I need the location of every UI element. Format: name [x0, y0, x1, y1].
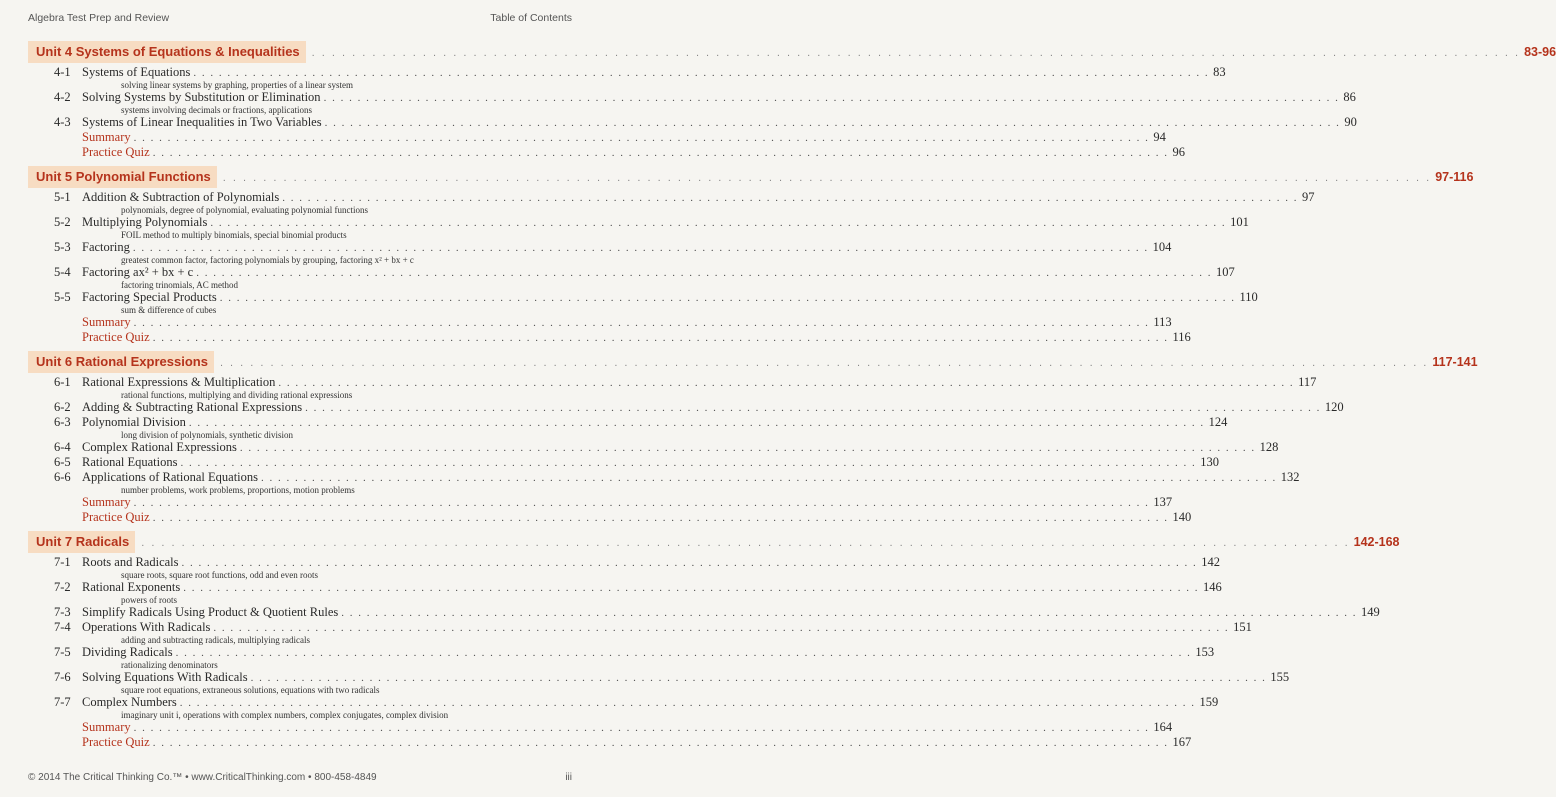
- unit-page-range: 97-116: [1435, 170, 1474, 184]
- lesson-number: 5-4: [54, 265, 71, 279]
- entry-line: [28, 670, 1290, 685]
- entry-line: [28, 510, 1192, 525]
- lesson-number: 5-2: [54, 215, 71, 229]
- lesson-description: systems involving decimals or fractions, applications: [121, 105, 312, 115]
- toc-lesson-entry[interactable]: [28, 190, 1315, 215]
- dot-leader: . . . . . . . . . . . . . . . . . . . . . . . . . . . . . . . . . . . . . . . . . . . . . . . . . . . . . . . . . . . . . . . . . . . . . . . . . . . . . . . . . . . . . . . . . . . . . . . . . . . . . . . . . . . . . . . . . . . . . . . .: [210, 217, 1227, 229]
- lesson-title: Summary: [82, 720, 131, 734]
- toc-lesson-entry[interactable]: [28, 605, 1380, 620]
- lesson-title: Rational Expressions & Multiplication: [82, 375, 276, 389]
- toc-extra-entry[interactable]: [28, 735, 1192, 750]
- lesson-title: Summary: [82, 495, 131, 509]
- entry-line: [28, 215, 1249, 230]
- lesson-page: 124: [1208, 415, 1228, 429]
- unit-title: Unit 4 Systems of Equations & Inequalities: [28, 41, 306, 63]
- lesson-title: Systems of Equations: [82, 65, 191, 79]
- toc-extra-entry[interactable]: [28, 130, 1166, 145]
- lesson-page: 146: [1203, 580, 1222, 594]
- lesson-title: Factoring Special Products: [82, 290, 217, 304]
- dot-leader: . . . . . . . . . . . . . . . . . . . . . . . . . . . . . . . . . . . . . . . . . . . . . . . . . . . . . . . . . . . . . . . . . . . . . . . . . . . . . . . . . . . . . . . . . . . . . . . . . . . . . . . . . . . . . . . . . . . . . . . .: [239, 442, 1256, 454]
- dot-leader: . . . . . . . . . . . . . . . . . . . . . . . . . . . . . . . . . . . . . . . . . . . . . . . . . . . . . . . . . . . . . . . . . . . . . . . . . . . . . . . . . . . . . . . . . . . . . . . . . . . . . . . . . . . . . . . . . . . . . . . .: [152, 737, 1169, 749]
- lesson-number: 7-7: [54, 695, 71, 709]
- lesson-page: 94: [1153, 130, 1166, 144]
- entry-line: [28, 90, 1356, 105]
- dot-leader: . . . . . . . . . . . . . . . . . . . . . . . . . . . . . . . . . . . . . . . . . . . . . . . . . . . . . . . . . . . . . . . . . . . . . . . . . . . . . . . . . . . . . . . . . . . . . . . . . . . . . . . . . . . . . . . . . . . . . . . .: [183, 582, 1199, 594]
- lesson-title: Rational Exponents: [82, 580, 181, 594]
- lesson-title: Factoring: [82, 240, 130, 254]
- dot-leader: . . . . . . . . . . . . . . . . . . . . . . . . . . . . . . . . . . . . . . . . . . . . . . . . . . . . . . . . . . . . . . . . . . . . . . . . . . . . . . . . . . . . . . . . . . . . . . . . . . . . . . . . . . . . . . . . . . . . . . . .: [152, 512, 1169, 524]
- lesson-number: 7-2: [54, 580, 71, 594]
- lesson-page: 90: [1344, 115, 1357, 129]
- lesson-description: square roots, square root functions, odd and even roots: [121, 570, 318, 580]
- page-number: iii: [565, 772, 572, 783]
- lesson-title: Solving Equations With Radicals: [82, 670, 248, 684]
- lesson-title: Practice Quiz: [82, 510, 150, 524]
- unit-page-range: 142-168: [1353, 535, 1400, 549]
- entry-line: [28, 375, 1317, 390]
- lesson-description: imaginary unit i, operations with complex numbers, complex conjugates, complex division: [121, 710, 449, 720]
- dot-leader: . . . . . . . . . . . . . . . . . . . . . . . . . . . . . . . . . . . . . . . . . . . . . . . . . . . . . . . . . . . . . . . . . . . . . . . . . . . . . . . . . . . . . . . . . . . . . . . . . . . . . . . . . . . . . . . . . . . . . . . .: [219, 357, 1429, 369]
- unit-heading[interactable]: [28, 166, 1474, 188]
- dot-leader: . . . . . . . . . . . . . . . . . . . . . . . . . . . . . . . . . . . . . . . . . . . . . . . . . . . . . . . . . . . . . . . . . . . . . . . . . . . . . . . . . . . . . . . . . . . . . . . . . . . . . . . . . . . . . . . . . . . . . . . .: [175, 647, 1192, 659]
- dot-leader: . . . . . . . . . . . . . . . . . . . . . . . . . . . . . . . . . . . . . . . . . . . . . . . . . . . . . . . . . . . . . . . . . . . . . . . . . . . . . . . . . . . . . . . . . . . . . . . . . . . . . . . . . . . . . . . . . . . . . . . .: [133, 317, 1150, 329]
- lesson-title: Practice Quiz: [82, 330, 150, 344]
- toc-lesson-entry[interactable]: [28, 240, 1172, 265]
- lesson-number: 6-6: [54, 470, 71, 484]
- lesson-number: 6-2: [54, 400, 71, 414]
- lesson-page: 83: [1213, 65, 1226, 79]
- toc-extra-entry[interactable]: [28, 315, 1172, 330]
- entry-line: [28, 645, 1215, 660]
- lesson-description: factoring trinomials, AC method: [121, 280, 238, 290]
- lesson-number: 7-3: [54, 605, 71, 619]
- lesson-title: Solving Systems by Substitution or Elimination: [82, 90, 321, 104]
- lesson-title: Complex Rational Expressions: [82, 440, 237, 454]
- toc-lesson-entry[interactable]: [28, 455, 1219, 470]
- entry-line: [28, 495, 1173, 510]
- unit-title: Unit 7 Radicals: [28, 531, 135, 553]
- toc-lesson-entry[interactable]: [28, 440, 1279, 455]
- toc-lesson-entry[interactable]: [28, 215, 1249, 240]
- dot-leader: . . . . . . . . . . . . . . . . . . . . . . . . . . . . . . . . . . . . . . . . . . . . . . . . . . . . . . . . . . . . . . . . . . . . . . . . . . . . . . . . . . . . . . . . . . . . . . . . . . . . . . . . . . . . . . . . . . . . . . . .: [311, 47, 1521, 59]
- lesson-page: 101: [1230, 215, 1249, 229]
- dot-leader: . . . . . . . . . . . . . . . . . . . . . . . . . . . . . . . . . . . . . . . . . . . . . . . . . . . . . . . . . . . . . . . . . . . . . . . . . . . . . . . . . . . . . . . . . . . . . . . . . . . . . . . . . . . . . . . . . . . . . . . .: [324, 117, 1341, 129]
- lesson-number: 4-1: [54, 65, 71, 79]
- entry-line: [28, 330, 1191, 345]
- dot-leader: . . . . . . . . . . . . . . . . . . . . . . . . . . . . . . . . . . . . . . . . . . . . . . . . . . . . . . . . . . . . . . . . . . . . . . . . . . . . . . . . . . . . . . . . . . . . . . . . . . . . . . . . . . . . . . . . . . . . . . . .: [250, 672, 1267, 684]
- dot-leader: . . . . . . . . . . . . . . . . . . . . . . . . . . . . . . . . . . . . . . . . . . . . . . . . . . . . . . . . . . . . . . . . . . . . . . . . . . . . . . . . . . . . . . . . . . . . . . . . . . . . . . . . . . . . . . . . . . . . . . . .: [282, 192, 1298, 204]
- lesson-title: Simplify Radicals Using Product & Quotient Rules: [82, 605, 339, 619]
- toc-lesson-entry[interactable]: [28, 400, 1344, 415]
- lesson-number: 5-1: [54, 190, 71, 204]
- lesson-number: 7-5: [54, 645, 71, 659]
- lesson-description: polynomials, degree of polynomial, evaluating polynomial functions: [121, 205, 368, 215]
- unit-heading[interactable]: [28, 351, 1478, 373]
- lesson-description: powers of roots: [121, 595, 177, 605]
- lesson-page: 120: [1324, 400, 1344, 414]
- dot-leader: . . . . . . . . . . . . . . . . . . . . . . . . . . . . . . . . . . . . . . . . . . . . . . . . . . . . . . . . . . . . . . . . . . . . . . . . . . . . . . . . . . . . . . . . . . . . . . . . . . . . . . . . . . . . . . . . . . . . . . . .: [152, 332, 1169, 344]
- lesson-page: 137: [1153, 495, 1173, 509]
- lesson-number: 5-3: [54, 240, 71, 254]
- page-footer: [28, 772, 572, 783]
- entry-line: [28, 720, 1173, 735]
- lesson-number: 6-5: [54, 455, 71, 469]
- entry-line: [28, 240, 1172, 255]
- toc-lesson-entry[interactable]: [28, 415, 1228, 440]
- lesson-page: 130: [1200, 455, 1219, 469]
- lesson-page: 151: [1233, 620, 1252, 634]
- lesson-page: 167: [1172, 735, 1192, 749]
- table-of-contents: [28, 41, 1556, 750]
- entry-line: [28, 65, 1226, 80]
- toc-lesson-entry[interactable]: [28, 620, 1252, 645]
- entry-line: [28, 290, 1258, 305]
- lesson-title: Rational Equations: [82, 455, 178, 469]
- lesson-page: 86: [1343, 90, 1356, 104]
- unit-title: Unit 6 Rational Expressions: [28, 351, 214, 373]
- entry-line: [28, 605, 1380, 620]
- entry-line: [28, 115, 1357, 130]
- lesson-page: 142: [1201, 555, 1221, 569]
- entry-line: [28, 265, 1235, 280]
- entry-line: [28, 470, 1300, 485]
- dot-leader: . . . . . . . . . . . . . . . . . . . . . . . . . . . . . . . . . . . . . . . . . . . . . . . . . . . . . . . . . . . . . . . . . . . . . . . . . . . . . . . . . . . . . . . . . . . . . . . . . . . . . . . . . . . . . . . . . . . . . . . .: [219, 292, 1236, 304]
- lesson-page: 164: [1153, 720, 1173, 734]
- lesson-number: 7-4: [54, 620, 71, 634]
- lesson-title: Applications of Rational Equations: [82, 470, 259, 484]
- dot-leader: . . . . . . . . . . . . . . . . . . . . . . . . . . . . . . . . . . . . . . . . . . . . . . . . . . . . . . . . . . . . . . . . . . . . . . . . . . . . . . . . . . . . . . . . . . . . . . . . . . . . . . . . . . . . . . . . . . . . . . . .: [141, 537, 1350, 549]
- lesson-description: rationalizing denominators: [121, 660, 218, 670]
- lesson-title: Polynomial Division: [82, 415, 186, 429]
- lesson-title: Operations With Radicals: [82, 620, 211, 634]
- lesson-page: 149: [1361, 605, 1380, 619]
- lesson-title: Practice Quiz: [82, 145, 150, 159]
- dot-leader: . . . . . . . . . . . . . . . . . . . . . . . . . . . . . . . . . . . . . . . . . . . . . . . . . . . . . . . . . . . . . . . . . . . . . . . . . . . . . . . . . . . . . . . . . . . . . . . . . . . . . . . . . . . . . . . . . . . . . . . .: [222, 172, 1432, 184]
- lesson-page: 153: [1195, 645, 1215, 659]
- lesson-title: Summary: [82, 130, 131, 144]
- dot-leader: . . . . . . . . . . . . . . . . . . . . . . . . . . . . . . . . . . . . . . . . . . . . . . . . . . . . . . . . . . . . . . . . . . . . . . . . . . . . . . . . . . . . . . . . . . . . . . . . . . . . . . . . . . . . . . . . . . . . . . . .: [181, 557, 1198, 569]
- lesson-number: 5-5: [54, 290, 71, 304]
- entry-line: [28, 580, 1222, 595]
- dot-leader: . . . . . . . . . . . . . . . . . . . . . . . . . . . . . . . . . . . . . . . . . . . . . . . . . . . . . . . . . . . . . . . . . . . . . . . . . . . . . . . . . . . . . . . . . . . . . . . . . . . . . . . . . . . . . . . . . . . . . . . .: [152, 147, 1169, 159]
- toc-lesson-entry[interactable]: [28, 90, 1356, 115]
- toc-lesson-entry[interactable]: [28, 265, 1235, 290]
- entry-line: [28, 455, 1219, 470]
- entry-line: [28, 130, 1166, 145]
- toc-lesson-entry[interactable]: [28, 695, 1219, 720]
- toc-extra-entry[interactable]: [28, 510, 1192, 525]
- toc-lesson-entry[interactable]: [28, 555, 1221, 580]
- dot-leader: . . . . . . . . . . . . . . . . . . . . . . . . . . . . . . . . . . . . . . . . . . . . . . . . . . . . . . . . . . . . . . . . . . . . . . . . . . . . . . . . . . . . . . . . . . . . . . . . . . . . . . . . . . . . . . . . . . . . . . . .: [341, 607, 1357, 619]
- entry-line: [28, 735, 1192, 750]
- lesson-page: 107: [1215, 265, 1235, 279]
- dot-leader: . . . . . . . . . . . . . . . . . . . . . . . . . . . . . . . . . . . . . . . . . . . . . . . . . . . . . . . . . . . . . . . . . . . . . . . . . . . . . . . . . . . . . . . . . . . . . . . . . . . . . . . . . . . . . . . . . . . . . . . .: [180, 457, 1197, 469]
- lesson-title: Roots and Radicals: [82, 555, 179, 569]
- lesson-title: Adding & Subtracting Rational Expressions: [82, 400, 303, 414]
- unit-page-range: 83-96: [1524, 45, 1556, 59]
- lesson-number: 4-3: [54, 115, 71, 129]
- dot-leader: . . . . . . . . . . . . . . . . . . . . . . . . . . . . . . . . . . . . . . . . . . . . . . . . . . . . . . . . . . . . . . . . . . . . . . . . . . . . . . . . . . . . . . . . . . . . . . . . . . . . . . . . . . . . . . . . . . . . . . . .: [323, 92, 1340, 104]
- lesson-description: greatest common factor, factoring polynomials by grouping, factoring x² + bx + c: [121, 255, 414, 265]
- toc-lesson-entry[interactable]: [28, 290, 1258, 315]
- dot-leader: . . . . . . . . . . . . . . . . . . . . . . . . . . . . . . . . . . . . . . . . . . . . . . . . . . . . . . . . . . . . . . . . . . . . . . . . . . . . . . . . . . . . . . . . . . . . . . . . . . . . . . . . . . . . . . . . . . . . . . . .: [278, 377, 1295, 389]
- lesson-title: Practice Quiz: [82, 735, 150, 749]
- toc-lesson-entry[interactable]: [28, 580, 1222, 605]
- dot-leader: . . . . . . . . . . . . . . . . . . . . . . . . . . . . . . . . . . . . . . . . . . . . . . . . . . . . . . . . . . . . . . . . . . . . . . . . . . . . . . . . . . . . . . . . . . . . . . . . . . . . . . . . . . . . . . . . . . . . . . . .: [261, 472, 1277, 484]
- lesson-page: 140: [1172, 510, 1192, 524]
- lesson-title: Summary: [82, 315, 131, 329]
- toc-lesson-entry[interactable]: [28, 375, 1317, 400]
- unit-heading[interactable]: [28, 531, 1400, 553]
- lesson-title: Multiplying Polynomials: [82, 215, 208, 229]
- entry-line: [28, 695, 1219, 710]
- dot-leader: . . . . . . . . . . . . . . . . . . . . . . . . . . . . . . . . . . . . . . . . . . . . . . . . . . . . . . . . . . . . . . . . . . . . . . . . . . . . . . . . . . . . . . . . . . . . . . . . . . . . . . . . . . . . . . . . . . . . . . . .: [193, 67, 1210, 79]
- lesson-page: 104: [1152, 240, 1172, 254]
- lesson-page: 116: [1172, 330, 1191, 344]
- entry-line: [28, 145, 1185, 160]
- dot-leader: . . . . . . . . . . . . . . . . . . . . . . . . . . . . . . . . . . . . . . . . . . . . . . . . . . . . . . . . . . . . . . . . . . . . . . . . . . . . . . . . . . . . . . . . . . . . . . . . . . . . . . . . . . . . . . . . . . . . . . . .: [133, 132, 1150, 144]
- dot-leader: . . . . . . . . . . . . . . . . . . . . . . . . . . . . . . . . . . . . . . . . . . . . . . . . . . . . . . . . . . . . . . . . . . . . . . . . . . . . . . . . . . . . . . . . . . . . . . . . . . . . . . . . . . . . . . . . . . . . . . . .: [196, 267, 1212, 279]
- dot-leader: . . . . . . . . . . . . . . . . . . . . . . . . . . . . . . . . . . . . . . . . . . . . . . . . . . . . . . . . . . . . . . . . . . . . . . . . . . . . . . . . . . . . . . . . . . . . . . . . . . . . . . . . . . . . . . . . . . . . . . . .: [133, 722, 1150, 734]
- toc-lesson-entry[interactable]: [28, 65, 1226, 90]
- lesson-title: Factoring ax² + bx + c: [82, 265, 194, 279]
- lesson-description: long division of polynomials, synthetic division: [121, 430, 293, 440]
- lesson-title: Addition & Subtraction of Polynomials: [82, 190, 280, 204]
- toc-lesson-entry[interactable]: [28, 470, 1300, 495]
- entry-line: [28, 400, 1344, 415]
- lesson-description: rational functions, multiplying and dividing rational expressions: [121, 390, 353, 400]
- lesson-title: Complex Numbers: [82, 695, 177, 709]
- lesson-page: 97: [1301, 190, 1315, 204]
- entry-line: [28, 190, 1315, 205]
- lesson-number: 6-1: [54, 375, 71, 389]
- dot-leader: . . . . . . . . . . . . . . . . . . . . . . . . . . . . . . . . . . . . . . . . . . . . . . . . . . . . . . . . . . . . . . . . . . . . . . . . . . . . . . . . . . . . . . . . . . . . . . . . . . . . . . . . . . . . . . . . . . . . . . . .: [179, 697, 1196, 709]
- toc-extra-entry[interactable]: [28, 720, 1173, 735]
- lesson-title: Systems of Linear Inequalities in Two Variables: [82, 115, 322, 129]
- dot-leader: . . . . . . . . . . . . . . . . . . . . . . . . . . . . . . . . . . . . . . . . . . . . . . . . . . . . . . . . . . . . . . . . . . . . . . . . . . . . . . . . . . . . . . . . . . . . . . . . . . . . . . . . . . . . . . . . . . . . . . . .: [305, 402, 1321, 414]
- lesson-page: 117: [1298, 375, 1317, 389]
- copyright-text: © 2014 The Critical Thinking Co.™ • www.CriticalThinking.com • 800-458-4849: [28, 772, 377, 783]
- dot-leader: . . . . . . . . . . . . . . . . . . . . . . . . . . . . . . . . . . . . . . . . . . . . . . . . . . . . . . . . . . . . . . . . . . . . . . . . . . . . . . . . . . . . . . . . . . . . . . . . . . . . . . . . . . . . . . . . . . . . . . . .: [132, 242, 1149, 254]
- entry-line: [28, 415, 1228, 430]
- lesson-page: 159: [1199, 695, 1219, 709]
- book-title: Algebra Test Prep and Review: [28, 12, 170, 24]
- entry-line: [28, 440, 1279, 455]
- lesson-number: 4-2: [54, 90, 71, 104]
- lesson-page: 96: [1172, 145, 1185, 159]
- unit-title: Unit 5 Polynomial Functions: [28, 166, 217, 188]
- toc-extra-entry[interactable]: [28, 495, 1173, 510]
- lesson-description: FOIL method to multiply binomials, special binomial products: [121, 230, 347, 240]
- lesson-description: sum & difference of cubes: [121, 305, 217, 315]
- page-header: [28, 12, 572, 24]
- lesson-description: square root equations, extraneous solutions, equations with two radicals: [121, 685, 380, 695]
- section-title: Table of Contents: [490, 12, 572, 24]
- dot-leader: . . . . . . . . . . . . . . . . . . . . . . . . . . . . . . . . . . . . . . . . . . . . . . . . . . . . . . . . . . . . . . . . . . . . . . . . . . . . . . . . . . . . . . . . . . . . . . . . . . . . . . . . . . . . . . . . . . . . . . . .: [188, 417, 1205, 429]
- lesson-page: 128: [1259, 440, 1279, 454]
- lesson-number: 6-3: [54, 415, 71, 429]
- dot-leader: . . . . . . . . . . . . . . . . . . . . . . . . . . . . . . . . . . . . . . . . . . . . . . . . . . . . . . . . . . . . . . . . . . . . . . . . . . . . . . . . . . . . . . . . . . . . . . . . . . . . . . . . . . . . . . . . . . . . . . . .: [133, 497, 1150, 509]
- lesson-description: adding and subtracting radicals, multiplying radicals: [121, 635, 310, 645]
- lesson-title: Dividing Radicals: [82, 645, 173, 659]
- toc-lesson-entry[interactable]: [28, 115, 1357, 130]
- lesson-description: solving linear systems by graphing, properties of a linear system: [121, 80, 353, 90]
- toc-extra-entry[interactable]: [28, 145, 1185, 160]
- entry-line: [28, 620, 1252, 635]
- lesson-page: 132: [1280, 470, 1300, 484]
- toc-lesson-entry[interactable]: [28, 645, 1215, 670]
- entry-line: [28, 315, 1172, 330]
- lesson-description: number problems, work problems, proportions, motion problems: [121, 485, 355, 495]
- lesson-page: 110: [1239, 290, 1258, 304]
- lesson-page: 113: [1153, 315, 1172, 329]
- toc-lesson-entry[interactable]: [28, 670, 1290, 695]
- lesson-page: 155: [1270, 670, 1290, 684]
- lesson-number: 6-4: [54, 440, 71, 454]
- toc-extra-entry[interactable]: [28, 330, 1191, 345]
- unit-page-range: 117-141: [1432, 355, 1478, 369]
- lesson-number: 7-1: [54, 555, 71, 569]
- lesson-number: 7-6: [54, 670, 71, 684]
- entry-line: [28, 555, 1221, 570]
- unit-heading[interactable]: [28, 41, 1556, 63]
- dot-leader: . . . . . . . . . . . . . . . . . . . . . . . . . . . . . . . . . . . . . . . . . . . . . . . . . . . . . . . . . . . . . . . . . . . . . . . . . . . . . . . . . . . . . . . . . . . . . . . . . . . . . . . . . . . . . . . . . . . . . . . .: [213, 622, 1230, 634]
